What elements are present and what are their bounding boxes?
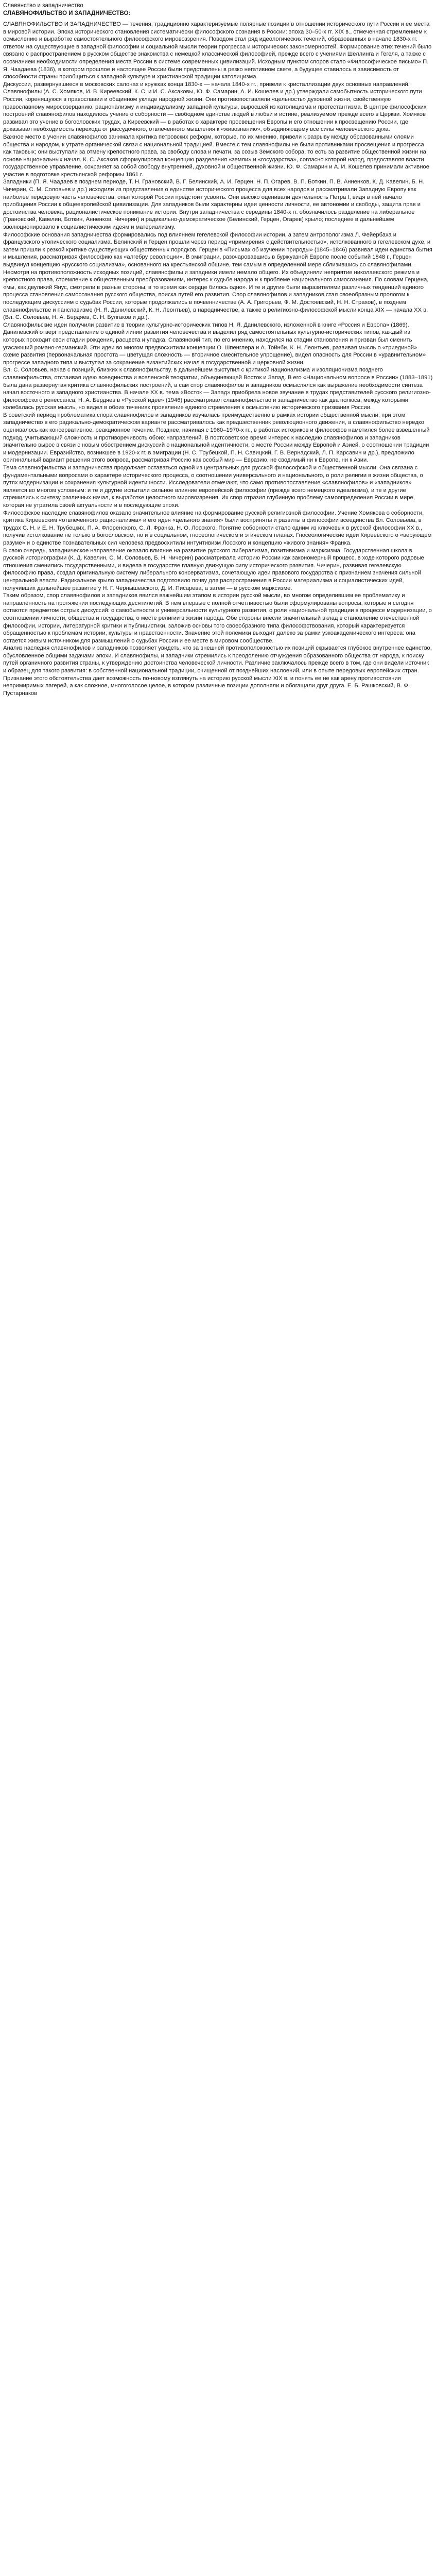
paragraph: Таким образом, спор славянофилов и западников явился важнейшим этапом в истории русской мысли, во многом определившим ее проблематику и направленность на протяжении последующих десятилетий. В нем впервые с полной отчетливостью были сформулированы вопросы, которые и сегодня остаются предметом острых дискуссий: о самобытности и универсальности культурного развития, о роли национальной традиции в процессе модернизации, о соотношении личности, общества и государства, о месте религии в жизни народа. Обе стороны внесли значительный вклад в становление отечественной философии, истории, литературной критики и публицистики, заложив основы того своеобразного типа философствования, который характеризуется обращенностью к проблемам истории, культуры и нравственности. Значение этой полемики выходит далеко за рамки узкоакадемического интереса: она остается живым источником для размышлений о судьбах России и ее месте в мировом сообществе. bbox=[3, 592, 432, 644]
paragraph: Славянофильские идеи получили развитие в теории культурно-исторических типов Н. Я. Данилевского, изложенной в книге «Россия и Европа» (1869). Данилевский отверг представление о единой линии развития человечества и выделил ряд самостоятельных культурно-исторических типов, каждый из которых проходит свои стадии рождения, расцвета и упадка. Славянский тип, по его мнению, находился на стадии становления и призван был сменить угасающий романо-германский. Эти идеи во многом предвосхитили концепции О. Шпенглера и А. Тойнби. К. Н. Леонтьев, развивая мысль о «триединой» схеме развития (первоначальная простота — цветущая сложность — вторичное смесительное упрощение), видел опасность для России в «уравнительном» прогрессе западного типа и выступал за сохранение византийских начал в государственной и церковной жизни. bbox=[3, 321, 426, 366]
article-body bbox=[3, 21, 433, 697]
paragraph: Важное место в учении славянофилов занимала критика петровских реформ, которые, по их мнению, привели к разрыву между образованными слоями общества и народом, к утрате органической связи с национальной традицией. Вместе с тем славянофилы не были противниками просвещения и прогресса как таковых; они выступали за отмену крепостного права, за свободу слова и печати, за созыв Земского собора, то есть за развитие общественной жизни на основе национальных начал. К. С. Аксаков сформулировал концепцию разделения «земли» и «государства», согласно которой народ, предоставляя власти государственное управление, сохраняет за собой свободу внутренней, духовной и общественной жизни. Ю. Ф. Самарин и А. И. Кошелев принимали активное участие в подготовке крестьянской реформы 1861 г. bbox=[3, 133, 429, 178]
document-page bbox=[0, 0, 436, 697]
paragraph: Философские основания западничества формировались под влиянием гегелевской философии истории, а затем антропологизма Л. Фейербаха и французского утопического социализма. Белинский и Герцен прошли через период «примирения с действительностью», истолкованного в гегелевском духе, и затем пришли к резкой критике существующих общественных порядков. Герцен в «Письмах об изучении природы» (1845–1846) развивал идеи единства бытия и мышления, рассматривая философию как «алгебру революции». В эмиграции, разочаровавшись в буржуазной Европе после событий 1848 г., Герцен выдвинул концепцию «русского социализма», основанного на крестьянской общине, тем самым в определенной мере сблизившись со славянофилами. bbox=[3, 231, 432, 268]
page-title: Славянство и западничество bbox=[3, 3, 83, 9]
paragraph: Философское наследие славянофилов оказало значительное влияние на формирование русской религиозной философии. Учение Хомякова о соборности, критика Киреевским «отвлеченного рационализма» и его идея «цельного знания» были восприняты и развиты в философии всеединства Вл. Соловьева, в трудах С. Н. и Е. Н. Трубецких, П. А. Флоренского, С. Л. Франка, Н. О. Лосского. Понятие соборности стало одним из ключевых в русской философии XX в., получив истолкование не только в богословском, но и в социальном, гносеологическом и этическом планах. Гносеологические идеи Киреевского о «верующем разуме» и о единстве познавательных сил человека предвосхитили интуитивизм Лосского и концепцию «живого знания» Франка. bbox=[3, 510, 432, 546]
paragraph: Западники (П. Я. Чаадаев в позднем периоде, Т. Н. Грановский, В. Г. Белинский, А. И. Герцен, Н. П. Огарев, В. П. Боткин, П. В. Анненков, К. Д. Кавелин, Б. Н. Чичерин, С. М. Соловьев и др.) исходили из представления о единстве исторического процесса для всех народов и рассматривали Западную Европу как наиболее передовую часть человечества, опыт которой России предстоит усвоить. Они высоко оценивали деятельность Петра I, видя в ней начало приобщения России к общеевропейской цивилизации. Для западников были характерны идеи ценности личности, ее автономии и свободы, защита прав и достоинства человека, рационалистическое понимание истории. Внутри западничества с середины 1840-х гг. обозначилось разделение на либеральное (Грановский, Кавелин, Боткин, Анненков, Чичерин) и радикально-демократическое (Белинский, Герцен, Огарев) крыло; последнее в дальнейшем эволюционировало к социалистическим идеям и материализму. bbox=[3, 179, 425, 231]
paragraph: Тема славянофильства и западничества продолжает оставаться одной из центральных для русской философской и общественной мысли. Она связана с фундаментальными вопросами о характере исторического процесса, о соотношении универсального и национального, о роли религии в жизни общества, о путях модернизации и сохранения культурной идентичности. Исследователи отмечают, что само противопоставление «славянофилов» и «западников» является во многом условным: и те и другие испытали сильное влияние европейской философии (прежде всего немецкого идеализма), и те и другие стремились к синтезу различных начал, к выработке целостного мировоззрения. Их спор отразил глубинную проблему самоопределения России в мире, которая не утратила своей актуальности и в последующие эпохи. bbox=[3, 465, 423, 509]
paragraph: В советский период проблематика спора славянофилов и западников изучалась преимущественно в рамках истории общественной мысли; при этом западничество в его радикально-демократическом варианте рассматривалось как предшественник революционного движения, а славянофильство нередко оценивалось как консервативное, реакционное течение. Позднее, начиная с 1960–1970-х гг., в работах историков и философов наметился более взвешенный подход, учитывающий сложность и противоречивость обоих направлений. В постсоветское время интерес к наследию славянофилов и западников значительно вырос в связи с новым обострением дискуссий о национальной идентичности, о месте России между Европой и Азией, о соотношении традиции и модернизации. Евразийство, возникшее в 1920-х гг. в эмиграции (Н. С. Трубецкой, П. Н. Савицкий, Г. В. Вернадский, Л. П. Карсавин и др.), предложило оригинальный вариант решения этого вопроса, рассматривая Россию как особый мир — Евразию, не сводимый ни к Европе, ни к Азии. bbox=[3, 412, 430, 464]
paragraph: СЛАВЯНОФИЛЬСТВО И ЗАПАДНИЧЕСТВО — течения, традиционно характеризуемые полярные позиции в отношении исторического пути России и ее места в мировой истории. Эпоха исторического становления систематически философского сознания в России: эпоха 30–50-х гг. XIX в., отмеченная стремлением к осмыслению и выработке самостоятельного философского мировоззрения. Поводом стал ряд идеологических течений, образованных в начале 1830-х гг. ответом на существующие в западной философии и социальной мысли теории прогресса и исторических закономерностей. Формирование этих течений было связано с распространением в русском обществе знакомства с немецкой классической философией, прежде всего с учениями Шеллинга и Гегеля, а также с осознанием необходимости определения места России в системе современных цивилизаций. Исходным пунктом споров стало «Философическое письмо» П. Я. Чаадаева (1836), в котором прошлое и настоящее России были представлены в резко негативном свете, а будущее ставилось в зависимость от способности страны приобщиться к западной культуре и христианской традиции католицизма. bbox=[3, 21, 432, 80]
paragraph: Вл. С. Соловьев, начав с позиций, близких к славянофильству, в дальнейшем выступил с критикой национализма и изоляционизма позднего славянофильства, отстаивая идею всеединства и вселенской теократии, объединяющей Восток и Запад. В его «Национальном вопросе в России» (1883–1891) была дана развернутая критика славянофильских построений, а сам спор славянофилов и западников осмыслялся как выражение необходимости синтеза начал восточного и западного христианства. В начале XX в. тема «Восток — Запад» приобрела новое звучание в трудах представителей русского религиозно-философского ренессанса; Н. А. Бердяев в «Русской идее» (1946) рассматривал славянофильство и западничество как два полюса, между которыми колебалась русская мысль, но видел в обоих течениях проявление единого стремления к осмыслению исторического призвания России. bbox=[3, 367, 433, 411]
paragraph: Дискуссии, развернувшиеся в московских салонах и кружках конца 1830-х — начала 1840-х гг., привели к кристаллизации двух основных направлений. Славянофилы (А. С. Хомяков, И. В. Киреевский, К. С. и И. С. Аксаковы, Ю. Ф. Самарин, А. И. Кошелев и др.) утверждали самобытность исторического пути России, коренящуюся в православии и общинном укладе народной жизни. Они противопоставляли «цельность» духовной жизни, свойственную православному миросозерцанию, рационализму и индивидуализму западной культуры, выросшей из католицизма и протестантизма. В центре философских построений славянофилов находилось учение о соборности — свободном единстве людей в любви и истине, реализуемом прежде всего в Церкви. Хомяков развивал это учение в богословских трудах, а Киреевский — в работах о характере просвещения Европы и его отношении к просвещению России, где доказывал необходимость перехода от рассудочного, отвлеченного мышления к «живознанию», объединяющему все силы человеческого духа. bbox=[3, 81, 427, 133]
page-subtitle: СЛАВЯНОФИЛЬСТВО И ЗАПАДНИЧЕСТВО: bbox=[3, 10, 131, 16]
paragraph: Анализ наследия славянофилов и западников позволяет увидеть, что за внешней противоположностью их позиций скрывается глубокое внутреннее единство, обусловленное общими задачами эпохи. И славянофилы, и западники стремились к преодолению отчуждения образованного общества от народа, к поиску путей органичного развития страны, к утверждению достоинства человеческой личности. Различие заключалось прежде всего в том, где они видели источник и образец для такого развития: в собственной национальной традиции, очищенной от позднейших наслоений, или в опыте передовых европейских стран. Признание этого обстоятельства дает возможность по-новому взглянуть на историю русской мысли XIX в. и понять ее не как арену противостояния непримиримых лагерей, а как сложное, многоголосое целое, в котором различные позиции дополняли и обогащали друг друга. Е. Б. Рашковский, В. Ф. Пустарнаков bbox=[3, 645, 432, 697]
paragraph: Несмотря на противоположность исходных позиций, славянофилы и западники имели немало общего. Их объединяли неприятие николаевского режима и крепостного права, стремление к общественным преобразованиям, интерес к судьбе народа и к проблеме национального самосознания. По словам Герцена, «мы, как двуликий Янус, смотрели в разные стороны, в то время как сердце билось одно». И те и другие были выразителями различных тенденций единого процесса становления самосознания русского общества, поиска путей его развития. Спор славянофилов и западников стал своеобразным прологом к последующим дискуссиям о судьбах России, которые продолжались в почвенничестве (А. А. Григорьев, Ф. М. Достоевский, Н. Н. Страхов), в позднем славянофильстве и панславизме (Н. Я. Данилевский, К. Н. Леонтьев), в народничестве, а также в религиозно-философской мысли конца XIX — начала XX в. (Вл. С. Соловьев, Н. А. Бердяев, С. Н. Булгаков и др.). bbox=[3, 269, 429, 321]
paragraph: В свою очередь, западническое направление оказало влияние на развитие русского либерализма, позитивизма и марксизма. Государственная школа в русской историографии (К. Д. Кавелин, С. М. Соловьев, Б. Н. Чичерин) рассматривала историю России как закономерный процесс, в ходе которого родовые отношения сменились государственными, и видела в государстве главную движущую силу исторического развития. Чичерин, развивая гегелевскую философию права, создал оригинальную систему либерального консерватизма, сочетающую идеи правового государства с признанием значения сильной центральной власти. Радикальное крыло западничества подготовило почву для распространения в России материализма и социалистических идей, получивших дальнейшее развитие у Н. Г. Чернышевского, Д. И. Писарева, а затем — в русском марксизме. bbox=[3, 547, 424, 591]
